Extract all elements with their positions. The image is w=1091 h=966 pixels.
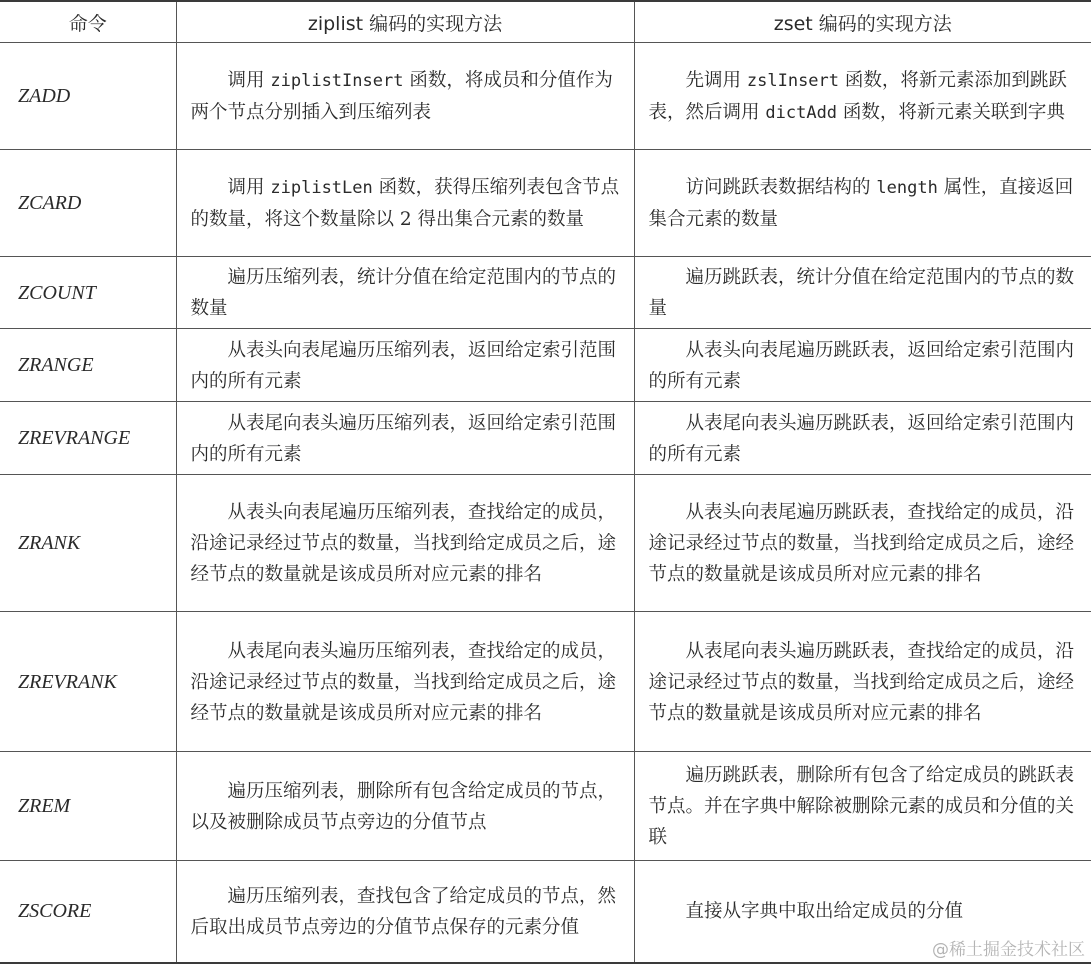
table-row: [0, 150, 1091, 257]
cell-text: 调用: [227, 177, 271, 198]
cell-text: 从表头向表尾遍历跳跃表，查找给定的成员，沿途记录经过节点的数量，当找到给定成员之后，途经节点的数量就是该成员所对应元素的排名: [648, 502, 1075, 585]
cell-text: 遍历跳跃表，删除所有包含了给定成员的跳跃表节点。并在字典中解除被删除元素的成员和分值的关联: [648, 765, 1075, 848]
ziplist-cell: [176, 402, 634, 475]
command-cell: ZRANGE: [0, 329, 176, 402]
cell-text: 遍历跳跃表，统计分值在给定范围内的节点的数量: [648, 267, 1075, 319]
cell-text: 遍历压缩列表，统计分值在给定范围内的节点的数量: [190, 267, 617, 319]
command-cell: ZSCORE: [18, 900, 92, 923]
zset-cell: [634, 402, 1091, 475]
table-row: [0, 43, 1091, 150]
zset-cell: [634, 612, 1091, 752]
cell-text: 先调用: [685, 69, 747, 91]
zset-cell: [634, 329, 1091, 402]
cell-text: 遍历压缩列表，查找包含了给定成员的节点，然后取出成员节点旁边的分值节点保存的元素分值: [190, 885, 617, 938]
command-cell: ZRANK: [0, 475, 176, 612]
code-text: ziplistInsert: [270, 71, 404, 91]
table-header-row: [0, 1, 1091, 43]
table-row: [0, 752, 1091, 861]
ziplist-cell: [176, 612, 634, 752]
table-row: [0, 861, 1091, 963]
zset-cell: [634, 257, 1091, 329]
cell-text: 函数，获得压缩列表包含节点的数量，将这个数量除以 2 得出集合元素的数量: [190, 177, 620, 230]
cell-text: 遍历压缩列表，删除所有包含给定成员的节点，以及被删除成员节点旁边的分值节点: [190, 780, 617, 833]
cell-text: 属性，直接返回集合元素的数量: [648, 177, 1074, 230]
ziplist-cell: [176, 257, 634, 329]
cell-text: 从表头向表尾遍历跳跃表，返回给定索引范围内的所有元素: [648, 339, 1075, 392]
code-text: length: [876, 178, 938, 198]
watermark: @稀土掘金技术社区: [932, 940, 1085, 960]
cell-text: 函数，将新元素关联到字典: [837, 101, 1065, 123]
code-text: zslInsert: [746, 70, 840, 91]
command-cell: ZREM: [0, 752, 176, 861]
command-cell: ZREVRANK: [0, 612, 176, 752]
cell-text: 函数，将新元素添加到跳跃表，然后调用: [648, 69, 1067, 123]
code-text: dictAdd: [765, 102, 838, 123]
command-cell: ZCARD: [0, 150, 176, 257]
ziplist-cell: [176, 475, 634, 612]
command-cell: ZADD: [0, 43, 176, 150]
command-cell: ZREVRANGE: [0, 402, 176, 475]
table-row: [0, 402, 1091, 475]
code-text: ziplistLen: [270, 178, 373, 198]
cell-text: 函数，将成员和分值作为两个节点分别插入到压缩列表: [190, 70, 613, 123]
zset-cell: [634, 752, 1091, 861]
cell-text: 从表尾向表头遍历压缩列表，返回给定索引范围内的所有元素: [190, 412, 617, 465]
cell-text: 从表尾向表头遍历跳跃表，返回给定索引范围内的所有元素: [648, 412, 1075, 465]
table-row: [0, 475, 1091, 612]
header-zset: zset 编码的实现方法: [634, 1, 1091, 43]
ziplist-cell: [176, 752, 634, 861]
cell-text: 从表头向表尾遍历压缩列表，返回给定索引范围内的所有元素: [190, 339, 617, 392]
ziplist-cell: [176, 329, 634, 402]
table-row: [0, 257, 1091, 329]
ziplist-cell: [176, 861, 634, 963]
zset-cell: [634, 475, 1091, 612]
command-cell: ZCOUNT: [0, 257, 176, 329]
ziplist-cell: [176, 150, 634, 257]
zset-cell: [634, 150, 1091, 257]
cell-text: 从表尾向表头遍历压缩列表，查找给定的成员，沿途记录经过节点的数量，当找到给定成员之后，途经节点的数量就是该成员所对应元素的排名: [190, 640, 617, 724]
cell-text: 从表头向表尾遍历压缩列表，查找给定的成员，沿途记录经过节点的数量，当找到给定成员之后，途经节点的数量就是该成员所对应元素的排名: [190, 502, 617, 585]
zset-cell: [634, 43, 1091, 150]
table-row: [0, 329, 1091, 402]
header-ziplist: ziplist 编码的实现方法: [176, 1, 634, 43]
header-command: 命令: [0, 1, 176, 43]
cell-text: 调用: [227, 70, 271, 91]
cell-text: 从表尾向表头遍历跳跃表，查找给定的成员，沿途记录经过节点的数量，当找到给定成员之后，途经节点的数量就是该成员所对应元素的排名: [648, 640, 1075, 724]
table-row: [0, 612, 1091, 752]
cell-text: 访问跳跃表数据结构的: [685, 177, 877, 198]
ziplist-cell: [176, 43, 634, 150]
cell-text: 直接从字典中取出给定成员的分值: [685, 901, 964, 923]
